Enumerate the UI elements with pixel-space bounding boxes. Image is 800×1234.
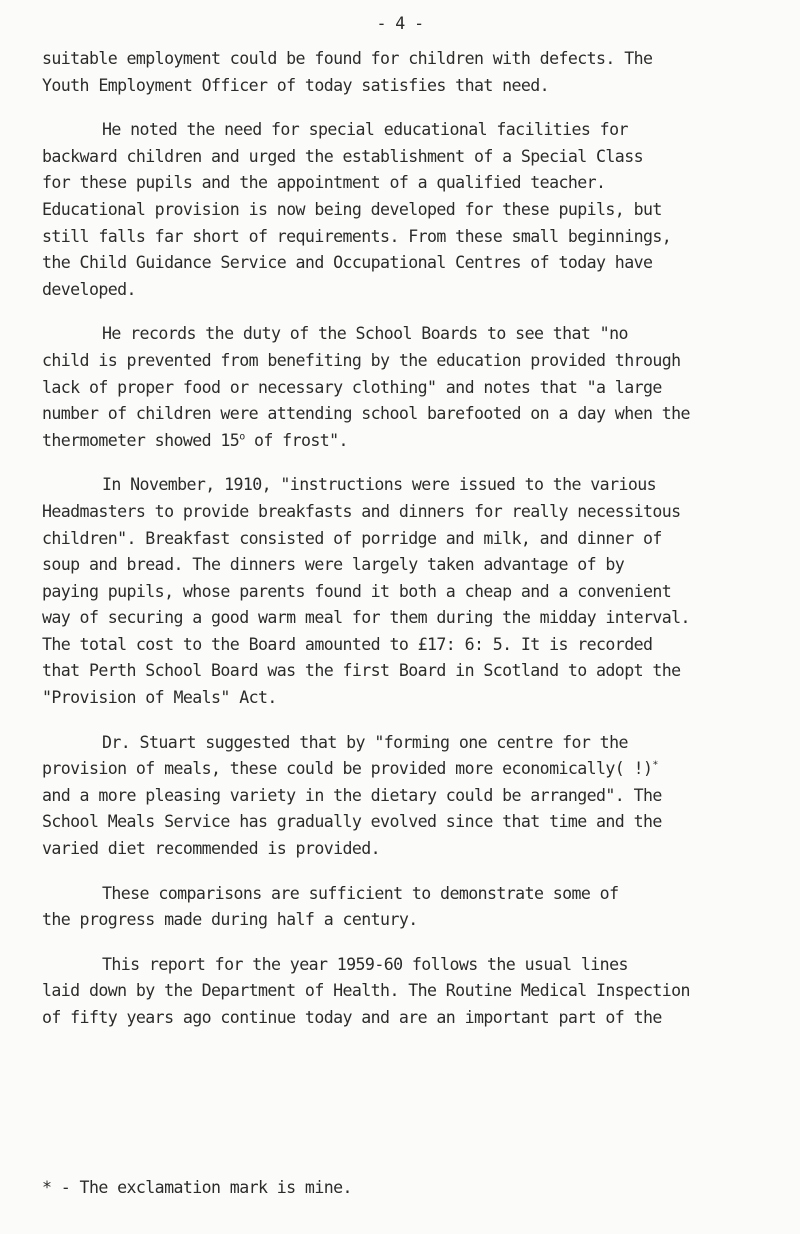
text-line: This report for the year 1959-60 follows the usual lines bbox=[102, 954, 628, 974]
text-line: the Child Guidance Service and Occupational Centres of today have bbox=[42, 253, 653, 273]
text-line: children". Breakfast consisted of porridge and milk, and dinner of bbox=[42, 528, 662, 548]
text-line: In November, 1910, "instructions were issued to the various bbox=[102, 475, 657, 495]
text-line: lack of proper food or necessary clothing" and notes that "a large bbox=[42, 377, 662, 397]
text-line: way of securing a good warm meal for them during the midday interval. bbox=[42, 608, 690, 628]
footnote-marker: * bbox=[652, 759, 658, 771]
text-line: number of children were attending school barefooted on a day when the bbox=[42, 404, 690, 424]
body-text bbox=[42, 46, 800, 1050]
text-line: These comparisons are sufficient to demonstrate some of bbox=[102, 883, 619, 903]
paragraph-1 bbox=[42, 46, 800, 99]
paragraph-5 bbox=[42, 730, 800, 863]
text-line: developed. bbox=[42, 279, 136, 299]
text-line: child is prevented from benefiting by the education provided through bbox=[42, 350, 681, 370]
text-line: Educational provision is now being developed for these pupils, but bbox=[42, 199, 662, 219]
paragraph-4 bbox=[42, 472, 800, 711]
text-line: for these pupils and the appointment of a qualified teacher. bbox=[42, 173, 606, 193]
text-line: and a more pleasing variety in the dietary could be arranged". The bbox=[42, 785, 662, 805]
text-fragment: provision of meals, these could be provided more economically( !) bbox=[42, 759, 653, 779]
paragraph-3 bbox=[42, 321, 800, 454]
text-line: He records the duty of the School Boards to see that "no bbox=[102, 324, 628, 344]
text-line: Headmasters to provide breakfasts and dinners for really necessitous bbox=[42, 501, 681, 521]
text-line: paying pupils, whose parents found it both a cheap and a convenient bbox=[42, 581, 672, 601]
text-line: School Meals Service has gradually evolved since that time and the bbox=[42, 812, 662, 832]
text-line: "Provision of Meals" Act. bbox=[42, 688, 277, 708]
text-line: still falls far short of requirements. From these small beginnings, bbox=[42, 226, 672, 246]
text-line: varied diet recommended is provided. bbox=[42, 839, 381, 859]
text-fragment: thermometer showed 15 bbox=[42, 430, 240, 450]
text-line: of fifty years ago continue today and are an important part of the bbox=[42, 1008, 662, 1027]
text-line: Dr. Stuart suggested that by "forming one centre for the bbox=[102, 732, 628, 752]
degree-superscript: o bbox=[239, 431, 245, 443]
footnote: * - The exclamation mark is mine. bbox=[42, 1178, 352, 1197]
text-line-with-superscript bbox=[42, 756, 800, 783]
text-line: laid down by the Department of Health. The Routine Medical Inspection bbox=[42, 981, 690, 1001]
text-line: Youth Employment Officer of today satisfies that need. bbox=[42, 75, 550, 95]
text-line: suitable employment could be found for children with defects. The bbox=[42, 49, 653, 68]
text-line: The total cost to the Board amounted to £17: 6: 5. It is recorded bbox=[42, 634, 653, 654]
text-line: He noted the need for special educational facilities for bbox=[102, 120, 628, 140]
paragraph-2 bbox=[42, 117, 800, 303]
text-line-with-superscript bbox=[42, 428, 800, 455]
text-line: the progress made during half a century. bbox=[42, 910, 418, 930]
text-line: backward children and urged the establishment of a Special Class bbox=[42, 146, 643, 166]
text-line: soup and bread. The dinners were largely taken advantage of by bbox=[42, 555, 625, 575]
paragraph-6 bbox=[42, 881, 800, 934]
text-fragment: of frost". bbox=[244, 430, 348, 450]
paragraph-7 bbox=[42, 952, 800, 1032]
text-line: that Perth School Board was the first Board in Scotland to adopt the bbox=[42, 661, 681, 681]
page-number: - 4 - bbox=[376, 14, 424, 33]
